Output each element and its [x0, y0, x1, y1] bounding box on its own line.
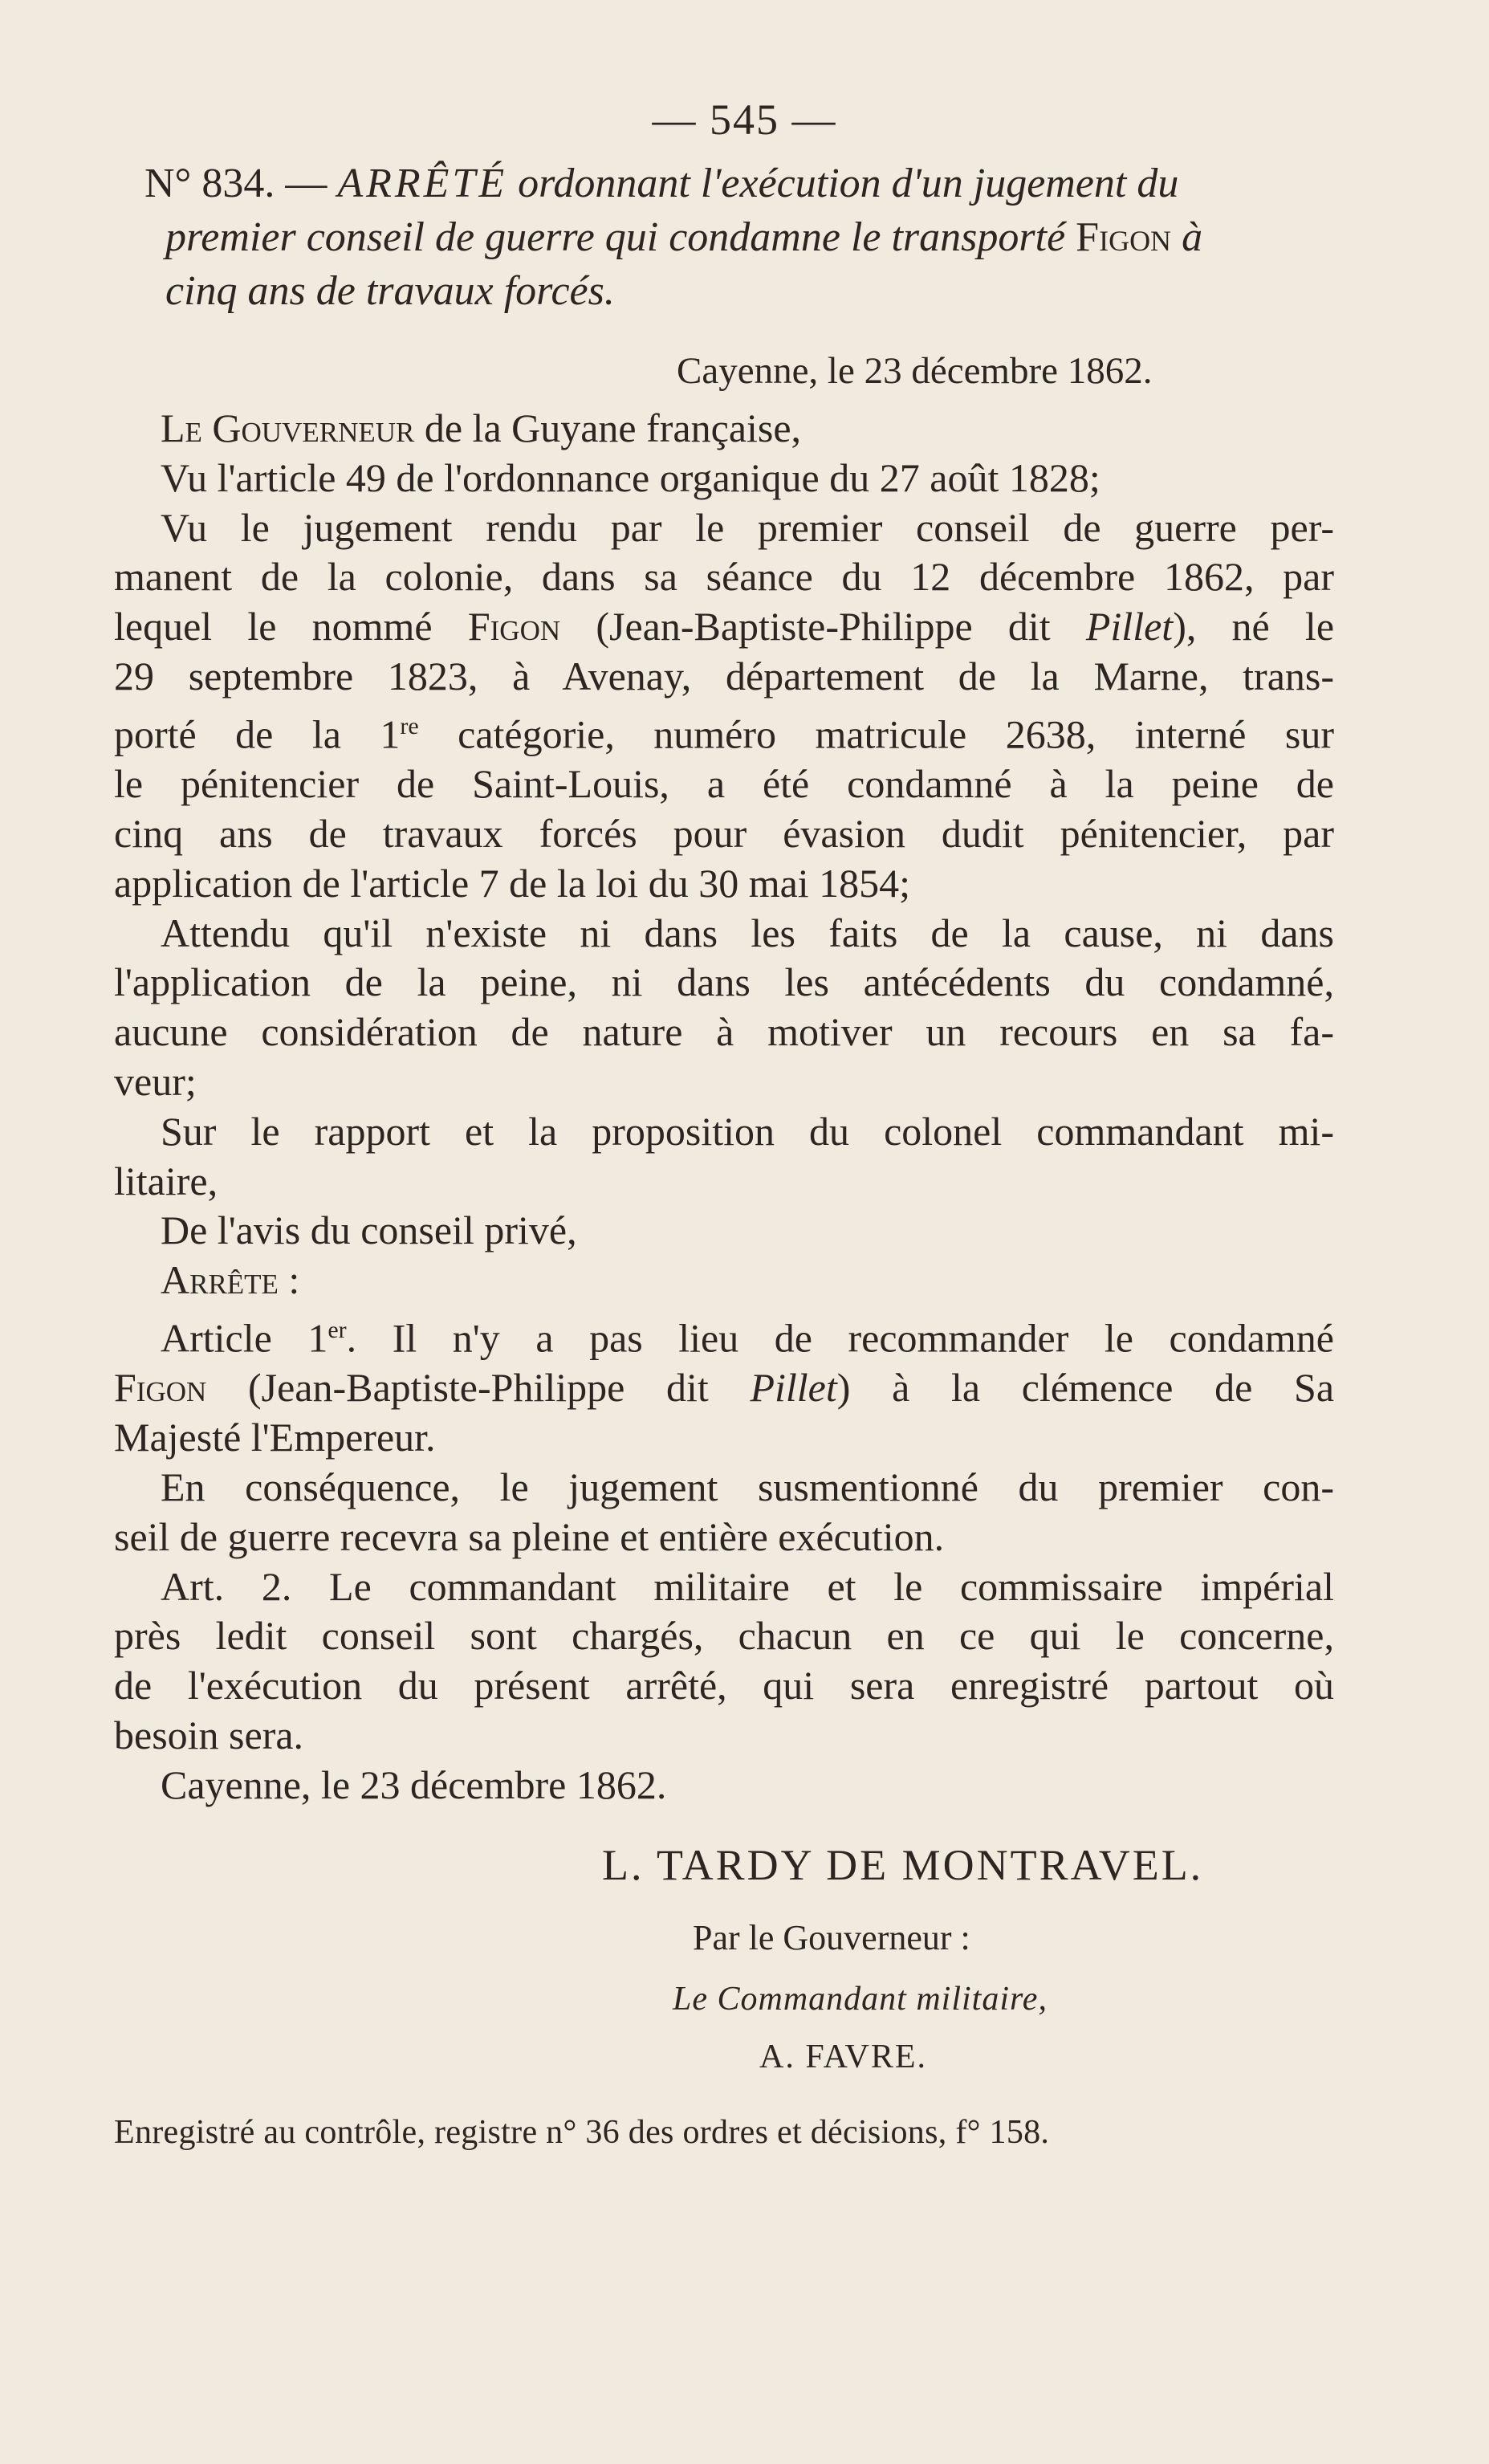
body-text: ), né le [1173, 604, 1335, 650]
heading-dash: — [285, 161, 327, 206]
signature-role: Le Commandant militaire, [673, 1981, 1048, 2018]
paragraph-line: l'application de la peine, ni dans les antécédents du condamné, [114, 959, 1334, 1005]
paragraph-line: près ledit conseil sont chargés, chacun en ce qui le concerne, [114, 1613, 1334, 1659]
paragraph-line [114, 404, 1334, 454]
body-text: de la Guyane française, [424, 405, 802, 450]
superscript: er [327, 1317, 347, 1343]
heading-text: premier conseil de guerre qui condamne le transporté [165, 214, 1066, 260]
decree-body [114, 404, 1334, 1810]
heading-text: à [1182, 214, 1203, 260]
dateline: Cayenne, le 23 décembre 1862. [677, 350, 1153, 392]
person-name: Figon [1076, 214, 1172, 260]
heading-text: ordonnant l'exécution d'un jugement du [518, 161, 1179, 206]
paragraph-line: veur; [114, 1059, 197, 1105]
paragraph-line: En conséquence, le jugement susmentionné du premier con- [161, 1464, 1334, 1510]
paragraph-line: besoin sera. [114, 1713, 304, 1758]
paragraph-line: le pénitencier de Saint-Louis, a été condamné à la peine de [114, 761, 1334, 807]
paragraph-line: application de l'article 7 de la loi du 30 mai 1854; [114, 860, 911, 906]
paragraph-line: Vu l'article 49 de l'ordonnance organique du 27 août 1828; [161, 454, 1100, 500]
paragraph-line: seil de guerre recevra sa pleine et entière exécution. [114, 1513, 945, 1559]
signature-by-line: Par le Gouverneur : [693, 1918, 970, 1957]
person-name: Figon [467, 604, 561, 650]
heading-line-1 [144, 157, 1389, 210]
person-name: Figon [114, 1365, 207, 1411]
paragraph-line: manent de la colonie, dans sa séance du 12 décembre 1862, par [114, 554, 1334, 600]
decree-title: ARRÊTÉ [337, 161, 508, 206]
paragraph-line: Vu le jugement rendu par le premier conseil de guerre per- [161, 504, 1334, 550]
heading-line-3: cinq ans de travaux forcés. [165, 268, 615, 314]
governor-title: Le Gouverneur [161, 405, 415, 450]
paragraph-line: Majesté l'Empereur. [114, 1415, 436, 1460]
body-text: lequel le nommé [114, 604, 433, 650]
paragraph-line: de l'exécution du présent arrêté, qui sera enregistré partout où [114, 1663, 1334, 1709]
body-text: ) à la clémence de Sa [836, 1365, 1335, 1411]
countersigner-name: A. FAVRE. [759, 2038, 927, 2075]
alias-name: Pillet [1085, 604, 1174, 650]
paragraph-line [114, 1363, 1334, 1413]
paragraph-line: cinq ans de travaux forcés pour évasion dudit pénitencier, par [114, 811, 1334, 857]
body-text: porté de la 1 [114, 711, 401, 757]
registration-note: Enregistré au contrôle, registre n° 36 des ordres et décisions, f° 158. [114, 2114, 1050, 2151]
body-text: . Il n'y a pas lieu de recommander le condamné [346, 1315, 1334, 1361]
paragraph-line: 29 septembre 1823, à Avenay, département de la Marne, trans- [114, 653, 1334, 698]
paragraph-line: Art. 2. Le commandant militaire et le commissaire impérial [161, 1563, 1334, 1609]
paragraph-line [114, 702, 1334, 760]
decree-heading [144, 157, 1389, 318]
paragraph-line [114, 1305, 1334, 1363]
superscript: re [400, 712, 419, 739]
paragraph-line: aucune considération de nature à motiver un recours en sa fa- [114, 1009, 1334, 1055]
paragraph-line: Sur le rapport et la proposition du colonel commandant mi- [161, 1108, 1334, 1154]
page-number: — 545 — [652, 96, 837, 144]
body-text: Article 1 [161, 1315, 328, 1361]
paragraph-line [114, 602, 1334, 652]
governor-signature: L. TARDY DE MONTRAVEL. [602, 1841, 1204, 1889]
body-text: (Jean-Baptiste-Philippe dit [596, 604, 1051, 650]
alias-name: Pillet [750, 1365, 837, 1411]
body-text: catégorie, numéro matricule 2638, interné sur [458, 711, 1335, 757]
heading-line-2 [144, 210, 1389, 264]
paragraph-line: litaire, [114, 1158, 218, 1203]
paragraph-line: Attendu qu'il n'existe ni dans les faits de la cause, ni dans [161, 910, 1334, 955]
body-text: (Jean-Baptiste-Philippe dit [247, 1365, 709, 1411]
paragraph-line: De l'avis du conseil privé, [161, 1208, 577, 1253]
decree-number: N° 834. [144, 161, 275, 206]
closing-date: Cayenne, le 23 décembre 1862. [161, 1761, 667, 1807]
decree-verb: Arrête : [161, 1257, 300, 1303]
